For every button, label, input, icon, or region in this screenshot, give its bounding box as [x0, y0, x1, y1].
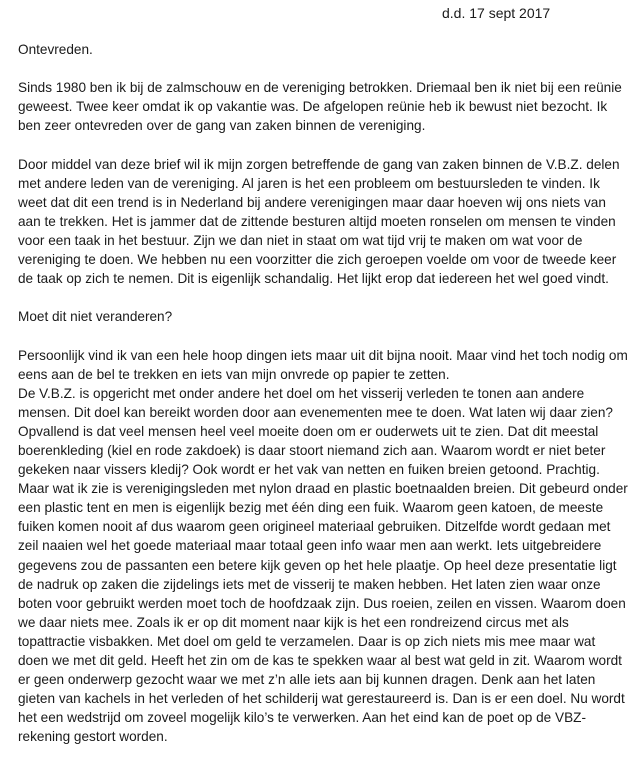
paragraph-question: Moet dit niet veranderen?: [18, 309, 173, 325]
letter-title: Ontevreden.: [18, 42, 93, 57]
paragraph-intro: Sinds 1980 ben ik bij de zalmschouw en de vereniging betrokken. Driemaal ben ik niet bij een reünie geweest. Twee keer omdat ik op vakantie was. De afgelopen reünie heb ik bewust niet bezocht. Ik ben zeer ontevreden over de gang van zaken binnen de vereniging.: [18, 80, 622, 134]
paragraph-personal: Persoonlijk vind ik van een hele hoop dingen iets maar uit dit bijna nooit. Maar vind het toch nodig om eens aan de bel te trekken en iets van mijn onvrede op papier te zetten.: [18, 347, 628, 382]
letter-date: d.d. 17 sept 2017: [442, 5, 551, 21]
paragraph-vbz: De V.B.Z. is opgericht met onder andere het doel om het visserij verleden te tonen aan andere mensen. Dit doel kan bereikt worden door aan evenementen mee te doen. Wat laten wij daar zien? Opvallend is dat veel mensen heel veel moeite doen om er ouderwets uit te zien. Dat dit meestal boerenkleding (kiel en rode zakdoek) is daar stoort niemand zich aan. Waarom wordt er niet beter gekeken naar vissers kledij? Ook wordt er het vak van netten en fuiken breien getoond. Prachtig. Maar wat ik zie is verenigingsleden met nylon draad en plastic boetnaalden breien. Dit gebeurd onder een plastic tent en men is eigenlijk bezig met één ding een fuik. Waarom geen katoen, de meeste fuiken komen nooit af dus waarom geen origineel materiaal gebruiken. Ditzelfde wordt gedaan met zeil naaien wel het goede materiaal maar totaal geen info waar men aan werkt. Iets uitgebreidere gegevens zou de passanten een betere kijk geven op het hele plaatje. Op heel deze presentatie ligt de nadruk op zaken die zijdelings iets met de visserij te maken hebben. Het laten zien waar onze boten voor gebruikt werden moet toch de hoofdzaak zijn. Dus roeien, zeilen en vissen. Waarom doen we daar niets mee. Zoals ik er op dit moment naar kijk is het een rondreizend circus met als topattractie visbakken. Met doel om geld te verzamelen. Daar is op zich niets mis mee maar wat doen we met dit geld. Heeft het zin om de kas te spekken waar al best wat geld in zit. Waarom wordt er geen onderwerp gezocht waar we met z’n alle iets aan bij kunnen dragen. Denk aan het laten gieten van kachels in het verleden of het schilderij wat gerestaureerd is. Dan is er een doel. Nu wordt het een wedstrijd om zoveel mogelijk kilo’s te verwerken. Aan het eind kan de poet op de VBZ-rekening gestort worden.: [18, 385, 628, 745]
paragraph-board: Door middel van deze brief wil ik mijn zorgen betreffende de gang van zaken binnen de V.B.Z. delen met andere leden van de vereniging. Al jaren is het een probleem om bestuursleden te vinden. Ik weet dat dit een trend is in Nederland bij andere verenigingen maar daar hoeven wij ons niets van aan te trekken. Het is jammer dat de zittende besturen altijd moeten ronselen om mensen te vinden voor een taak in het bestuur. Zijn we dan niet in staat om wat tijd vrij te maken om wat voor de vereniging te doen. We hebben nu een voorzitter die zich geroepen voelde om voor de tweede keer de taak op zich te nemen. Dit is eigenlijk schandalig. Het lijkt erop dat iedereen het wel goed vindt.: [18, 156, 620, 287]
letter-body: [18, 40, 628, 746]
